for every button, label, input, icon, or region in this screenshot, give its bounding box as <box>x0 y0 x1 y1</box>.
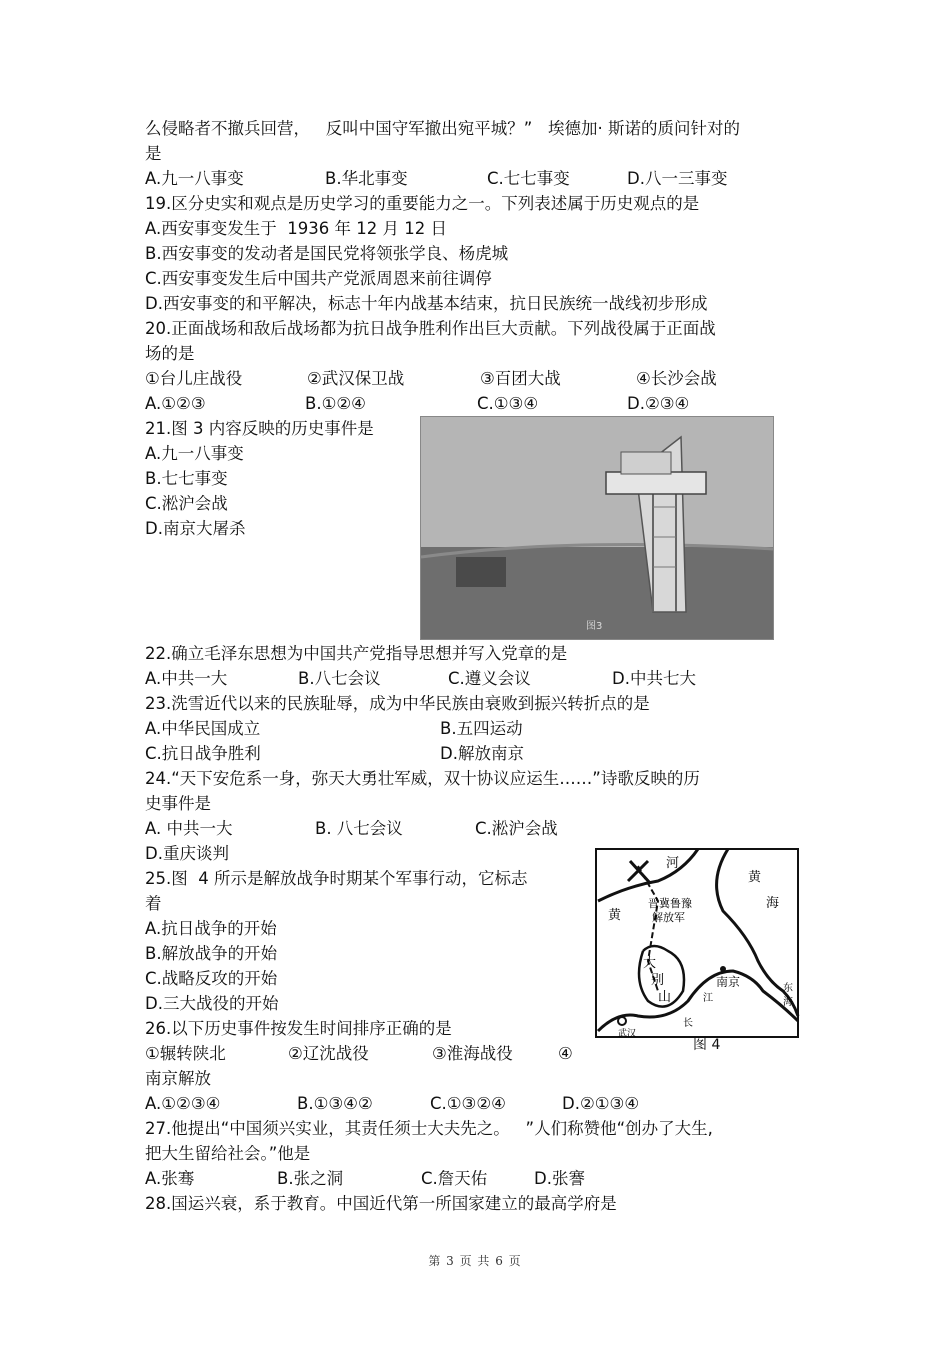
q23-option-a: A.中华民国成立 <box>145 719 261 738</box>
q26-stem: 26.以下历史事件按发生时间排序正确的是 <box>145 1019 452 1038</box>
q20-stem-line1: 20.正面战场和敌后战场都为抗日战争胜利作出巨大贡献。下列战役属于正面战 <box>145 319 716 338</box>
q21-option-b: B.七七事变 <box>145 469 228 488</box>
q20-stem-line2: 场的是 <box>145 344 195 363</box>
map-label-chang: 长 <box>683 1018 693 1029</box>
q23-stem: 23.洗雪近代以来的民族耻辱，成为中华民族由衰败到振兴转折点的是 <box>145 694 650 713</box>
q20-item-2: ②武汉保卫战 <box>307 369 405 388</box>
monument-image <box>421 417 773 639</box>
map-label-army-1: 晋冀鲁豫 <box>648 897 692 910</box>
q26-stem-line2: 南京解放 <box>145 1069 211 1088</box>
q24-stem-line1: 24.“天下安危系一身，弥天大勇壮军威，双十协议应运生……”诗歌反映的历 <box>145 769 700 788</box>
q18-option-d: D.八一三事变 <box>627 169 728 188</box>
q27-option-d: D.张謇 <box>534 1169 585 1188</box>
q26-option-a: A.①②③④ <box>145 1094 221 1113</box>
q22-option-a: A.中共一大 <box>145 669 228 688</box>
map-label-hai-1: 海 <box>766 896 780 911</box>
q25-stem-line2: 着 <box>145 894 162 913</box>
q22-option-d: D.中共七大 <box>612 669 696 688</box>
q24-stem-line2: 史事件是 <box>145 794 211 813</box>
q25-option-a: A.抗日战争的开始 <box>145 919 277 938</box>
q18-option-a: A.九一八事变 <box>145 169 244 188</box>
q24-option-c: C.淞沪会战 <box>475 819 558 838</box>
q20-item-3: ③百团大战 <box>480 369 561 388</box>
q27-stem-line1: 27.他提出“中国须兴实业，其责任须士大夫先之。 ”人们称赞他“创办了大生, <box>145 1119 713 1138</box>
q18-option-b: B.华北事变 <box>325 169 408 188</box>
q20-option-c: C.①③④ <box>477 394 539 413</box>
map-label-he: 河 <box>666 856 680 871</box>
q21-option-a: A.九一八事变 <box>145 444 244 463</box>
q18-stem-line2: 是 <box>145 144 162 163</box>
q23-option-c: C.抗日战争胜利 <box>145 744 261 763</box>
q23-option-d: D.解放南京 <box>440 744 524 763</box>
q26-item-3: ③淮海战役 <box>432 1044 513 1063</box>
map-label-bie: 别 <box>651 973 665 988</box>
q19-option-d: D.西安事变的和平解决，标志十年内战基本结束，抗日民族统一战线初步形成 <box>145 294 708 313</box>
q24-option-d: D.重庆谈判 <box>145 844 229 863</box>
q18-option-c: C.七七事变 <box>487 169 570 188</box>
map-label-dong: 东 <box>783 983 793 994</box>
map-label-nanjing: 南京 <box>716 975 741 989</box>
q27-option-a: A.张骞 <box>145 1169 195 1188</box>
q20-item-1: ①台儿庄战役 <box>145 369 243 388</box>
q20-option-a: A.①②③ <box>145 394 206 413</box>
figure3-caption: 图3 <box>586 621 603 632</box>
map-label-shan: 山 <box>658 990 672 1005</box>
map-label-huang-1: 黄 <box>608 908 622 923</box>
q25-option-b: B.解放战争的开始 <box>145 944 278 963</box>
q19-option-c: C.西安事变发生后中国共产党派周恩来前往调停 <box>145 269 492 288</box>
figure3-photo <box>420 416 774 640</box>
q26-item-2: ②辽沈战役 <box>288 1044 369 1063</box>
q26-item-4: ④ <box>558 1044 573 1063</box>
q21-option-d: D.南京大屠杀 <box>145 519 246 538</box>
q19-option-a: A.西安事变发生于 1936 年 12 月 12 日 <box>145 219 447 238</box>
q21-stem: 21.图 3 内容反映的历史事件是 <box>145 419 374 438</box>
map-label-jiang: 江 <box>703 993 713 1004</box>
q26-item-1: ①辗转陕北 <box>145 1044 226 1063</box>
q26-option-c: C.①③②④ <box>430 1094 506 1113</box>
q21-option-c: C.淞沪会战 <box>145 494 228 513</box>
q19-option-b: B.西安事变的发动者是国民党将领张学良、杨虎城 <box>145 244 509 263</box>
q22-option-c: C.遵义会议 <box>448 669 531 688</box>
q24-option-a: A. 中共一大 <box>145 819 233 838</box>
map-image <box>588 841 810 1061</box>
map-label-wuhan: 武汉 <box>618 1029 637 1039</box>
q20-item-4: ④长沙会战 <box>636 369 717 388</box>
q25-option-d: D.三大战役的开始 <box>145 994 279 1013</box>
q27-option-c: C.詹天佑 <box>421 1169 488 1188</box>
q19-stem: 19.区分史实和观点是历史学习的重要能力之一。下列表述属于历史观点的是 <box>145 194 700 213</box>
q20-option-d: D.②③④ <box>627 394 690 413</box>
q24-option-b: B. 八七会议 <box>315 819 403 838</box>
q18-stem-line1: 么侵略者不撤兵回营， 反叫中国守军撤出宛平城？” 埃德加· 斯诺的质问针对的 <box>145 119 741 138</box>
q25-option-c: C.战略反攻的开始 <box>145 969 278 988</box>
q27-option-b: B.张之洞 <box>277 1169 344 1188</box>
figure4-map <box>588 841 810 1061</box>
q22-option-b: B.八七会议 <box>298 669 381 688</box>
q22-stem: 22.确立毛泽东思想为中国共产党指导思想并写入党章的是 <box>145 644 568 663</box>
figure4-caption: 图 4 <box>693 1037 721 1053</box>
q27-stem-line2: 把大生留给社会。”他是 <box>145 1144 311 1163</box>
q20-option-b: B.①②④ <box>305 394 366 413</box>
map-label-da: 大 <box>643 956 657 971</box>
q28-stem: 28.国运兴衰，系于教育。中国近代第一所国家建立的最高学府是 <box>145 1194 617 1213</box>
q26-option-b: B.①③④② <box>297 1094 373 1113</box>
q25-stem-line1: 25.图 4 所示是解放战争时期某个军事行动，它标志 <box>145 869 528 888</box>
q26-option-d: D.②①③④ <box>562 1094 640 1113</box>
map-label-huang-2: 黄 <box>748 870 762 885</box>
map-label-hai-2: 海 <box>783 997 793 1008</box>
page-footer: 第 3 页 共 6 页 <box>428 1254 522 1268</box>
q23-option-b: B.五四运动 <box>440 719 523 738</box>
map-label-army-2: 解放军 <box>652 911 685 924</box>
